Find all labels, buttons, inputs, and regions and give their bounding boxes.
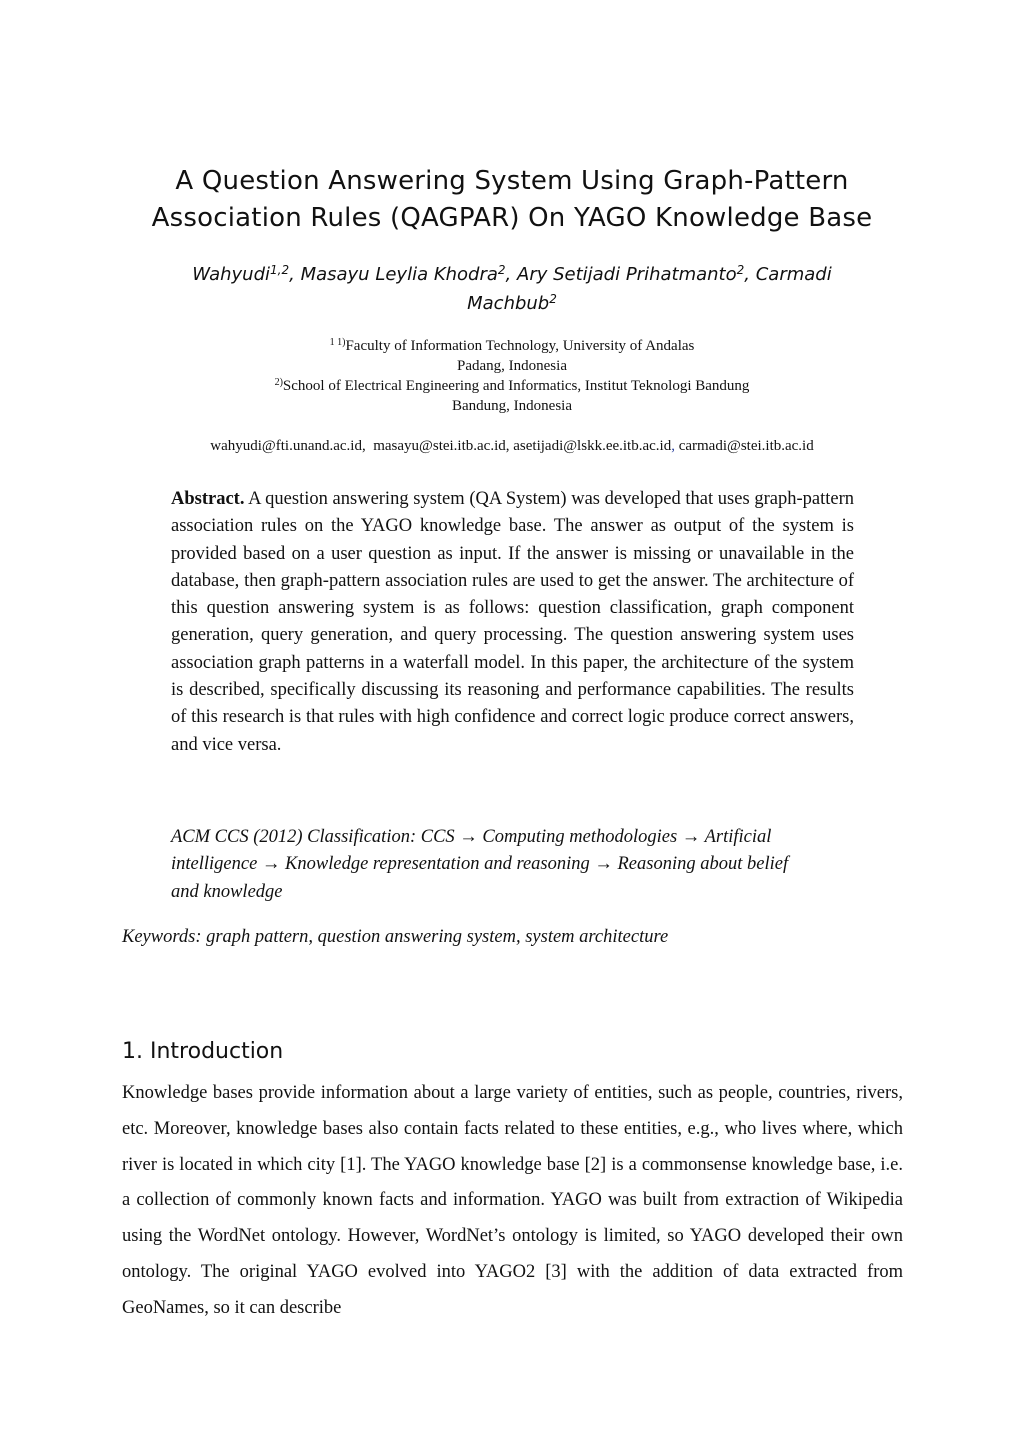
introduction-paragraph: Knowledge bases provide information about a large variety of entities, such as people, countries, rivers, etc. Moreover, knowledge bases also contain facts related to these entities, e.g., who lives where, which river is located in which city [1]. The YAGO knowledge base [2] is a commonsense knowledge base, i.e. a collection of commonly known facts and information. YAGO was built from extraction of Wikipedia using the WordNet ontology. However, WordNet’s ontology is limited, so YAGO developed their own ontology. The original YAGO evolved into YAGO2 [3] with the addition of data extracted from GeoNames, so it can describe (122, 1083, 903, 1318)
author-separator: , (744, 264, 756, 285)
abstract-text: A question answering system (QA System) was developed that uses graph-pattern association rules on the YAGO knowledge base. The answer as output of the system is provided based on a user question as input. If the answer is missing or unavailable in the database, then graph-pattern association rules are used to get the answer. The architecture of this question answering system is as follows: question classification, graph component generation, query generation, and query processing. The question answering system uses association graph patterns in a waterfall model. In this paper, the architecture of the system is described, specifically discussing its reasoning and performance capabilities. The results of this research is that rules with high confidence and correct logic produce correct answers, and vice versa. (171, 489, 854, 755)
acm-classification (171, 824, 871, 906)
email-link[interactable]: masayu@stei.itb.ac.id, (373, 438, 510, 454)
author-list (120, 260, 904, 318)
affiliation-2-city: Bandung, Indonesia (452, 398, 572, 414)
affiliations (150, 336, 874, 416)
abstract-label: Abstract. (171, 489, 245, 509)
acm-line-1: ACM CCS (2012) Classification: CCS → Computing methodologies → Artificial (171, 827, 772, 847)
author-superscript: 2 (736, 263, 745, 277)
email-link[interactable]: carmadi@stei.itb.ac.id (678, 438, 814, 454)
email-separator: , (671, 438, 675, 454)
section-heading-introduction: 1. Introduction (122, 1039, 284, 1064)
keywords: Keywords: graph pattern, question answering system, system architecture (122, 927, 669, 947)
author-emails (110, 436, 914, 456)
abstract (171, 486, 854, 759)
paper-title (80, 163, 944, 237)
author-separator: , (289, 264, 301, 285)
author-name: Masayu Leylia Khodra (300, 264, 498, 285)
author-name: Machbub (467, 293, 550, 314)
acm-line-3: and knowledge (171, 881, 283, 902)
author-superscript: 2 (549, 292, 557, 306)
affiliation-1-marker: 1 1) (329, 337, 346, 348)
affiliation-1-city: Padang, Indonesia (457, 358, 567, 374)
paper-title-line-2: Association Rules (QAGPAR) On YAGO Knowledge Base (151, 203, 873, 233)
acm-line-2: intelligence → Knowledge representation and reasoning → Reasoning about belief (171, 854, 789, 875)
affiliation-1-name: Faculty of Information Technology, University of Andalas (345, 338, 695, 354)
email-link[interactable]: asetijadi@lskk.ee.itb.ac.id (513, 438, 672, 454)
affiliation-2-marker: 2) (274, 377, 283, 388)
author-name: Ary Setijadi Prihatmanto (517, 264, 737, 285)
author-superscript: 1,2 (270, 263, 290, 277)
author-name: Wahyudi (192, 264, 271, 285)
author-name: Carmadi (755, 264, 832, 285)
affiliation-2-name: School of Electrical Engineering and Informatics, Institut Teknologi Bandung (282, 378, 750, 394)
author-superscript: 2 (497, 263, 506, 277)
email-link[interactable]: wahyudi@fti.unand.ac.id, (210, 438, 366, 454)
author-separator: , (505, 264, 517, 285)
paper-title-line-1: A Question Answering System Using Graph-Pattern (175, 166, 849, 196)
affiliation-1 (150, 336, 874, 356)
affiliation-2 (150, 376, 874, 396)
